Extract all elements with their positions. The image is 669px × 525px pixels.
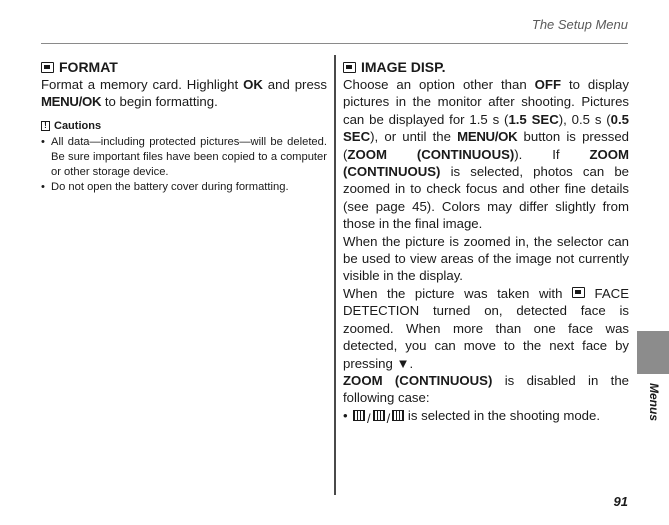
image-disp-heading [343,58,629,76]
flash-off-icon [373,410,385,421]
zoom-bracket-icon [392,410,404,421]
idp-text: Choose an option other than [343,77,535,92]
disabled-case-item [343,407,629,427]
idp-menu-ok: MENU/OK [457,129,518,145]
idp-zoom: ZOOM (CONTINUOUS) [343,146,629,180]
slash: • / [367,410,371,426]
idp-zoom: ZOOM (CONTINUOUS) [347,146,515,162]
cautions-heading [41,119,327,133]
format-heading-text: FORMAT [59,59,118,75]
idp-text: When the picture was taken with [343,285,572,301]
page-number: 91 [613,494,628,509]
idp-text: ), 0.5 s ( [558,111,611,127]
image-disp-icon [343,62,356,73]
column-divider [334,55,336,495]
format-ok: OK [243,77,263,92]
continuous-icon [353,410,365,421]
side-tab-label: Menus [647,383,661,422]
idp-text: is disabled in the following case: [343,372,629,406]
image-disp-heading-text: IMAGE DISP. [361,59,446,75]
shooting-mode-icons [353,410,404,427]
header-rule [41,43,628,44]
idp-text: ), or until the [370,129,458,145]
disabled-case-list [343,407,629,427]
cautions-heading-text: Cautions [54,119,102,132]
side-tab [637,331,669,374]
format-icon [41,62,54,73]
idp-text: FACE DETECTION turned on, detected face is zoomed. When more than one face was detected, you can move to the next face by pressing ▼. [343,285,630,371]
format-text-3: to begin formatting. [101,94,218,110]
format-heading [41,58,327,76]
idp-text: button is pressed ( [343,129,629,162]
idp-zoom: ZOOM (CONTINUOUS) [343,372,493,388]
running-header: The Setup Menu [531,17,628,32]
face-detection-icon [572,287,585,298]
image-disp-para-3 [343,285,629,372]
idp-sec05: 0.5 SEC [343,111,629,145]
idp-sec15: 1.5 SEC [508,111,559,127]
format-text-2: and press [262,77,327,92]
format-menu-ok: MENU/OK [41,94,102,110]
caution-item: • Do not open the battery cover during formatting. [41,180,327,195]
idp-text: is selected in the shooting mode. [404,407,600,423]
idp-text: ). If [514,146,590,162]
format-description [41,76,327,111]
image-disp-section [343,58,629,427]
caution-icon: ! [41,121,50,131]
cautions-list [41,135,327,196]
image-disp-para-2: When the picture is zoomed in, the selector can be used to view areas of the image not currently visible in the display. [343,233,629,284]
image-disp-para-1 [343,76,629,233]
format-text-1: Format a memory card. Highlight [41,77,244,92]
image-disp-para-4 [343,372,629,407]
slash: / [386,410,391,426]
format-section [41,58,327,196]
idp-text: is selected, photos can be zoomed in to check focus and other fine details (see page 45). Colors may differ slightly from those in the final image. [343,164,629,232]
caution-item: • All data—including protected pictures—will be deleted. Be sure important files have been copied to a computer or other storage device. [41,135,327,181]
idp-text: to display pictures in the monitor after shooting. Pictures can be displayed for 1.5 s ( [343,77,629,127]
idp-off: OFF [534,77,561,92]
